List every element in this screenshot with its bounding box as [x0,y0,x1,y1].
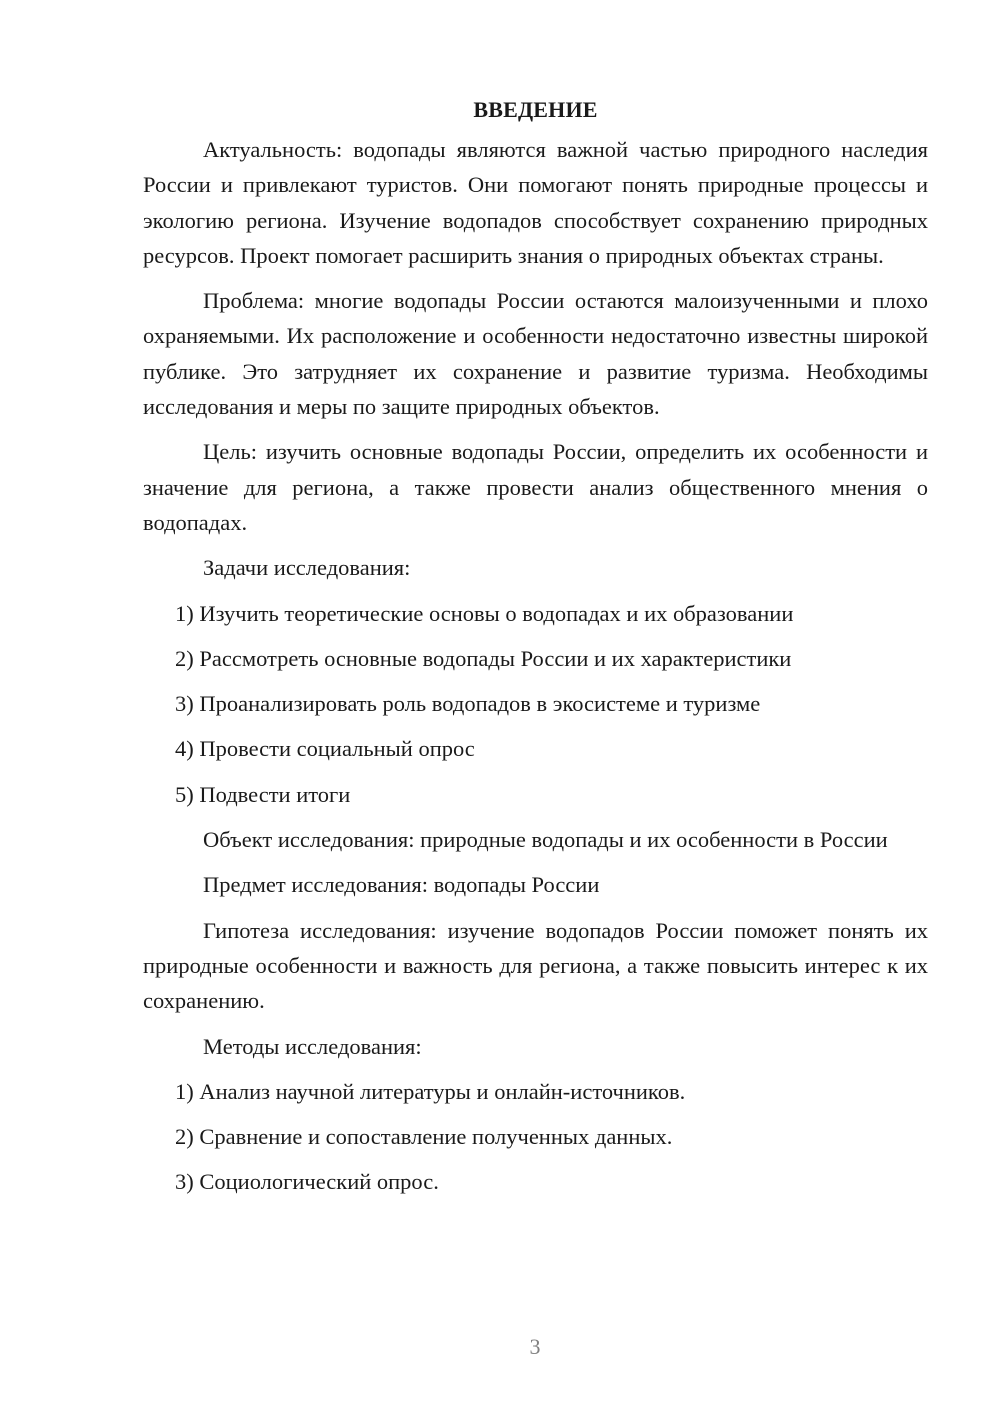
list-item: 4) Провести социальный опрос [175,736,475,762]
list-item: 5) Подвести итоги [175,781,351,807]
list-item: 3) Социологический опрос. [175,1169,439,1195]
problem-paragraph: Проблема: многие водопады России остаются малоизученными и плохо охраняемыми. Их расположение и особенности недостаточно известны широкой публике. Это затрудняет их сохранение и развитие туризма. Необходимы исследования и меры по защите природных объектов. [143,288,928,420]
list-item: 2) Рассмотреть основные водопады России и их характеристики [175,645,792,671]
object-paragraph: Объект исследования: природные водопады и их особенности в России [203,827,888,853]
list-item: 2) Сравнение и сопоставление полученных данных. [175,1124,673,1150]
document-page [143,94,928,1210]
tasks-heading: Задачи исследования: [203,555,411,581]
actuality-paragraph: Актуальность: водопады являются важной частью природного наследия России и привлекают туристов. Они помогают понять природные процессы и экологию региона. Изучение водопадов способствует сохранению природных ресурсов. Проект помогает расширить знания о природных объектах страны. [143,137,928,268]
list-item: 3) Проанализировать роль водопадов в экосистеме и туризме [175,691,761,717]
list-item: 1) Анализ научной литературы и онлайн-источников. [175,1078,686,1104]
subject-paragraph: Предмет исследования: водопады России [203,872,600,898]
methods-list [143,1074,928,1200]
goal-paragraph: Цель: изучить основные водопады России, определить их особенности и значение для региона, а также провести анализ общественного мнения о водопадах. [143,439,928,535]
tasks-list [143,596,928,812]
page-title: ВВЕДЕНИЕ [473,97,598,122]
hypothesis-paragraph: Гипотеза исследования: изучение водопадов России поможет понять их природные особенности и важность для региона, а также повысить интерес к их сохранению. [143,917,928,1014]
methods-heading: Методы исследования: [203,1033,422,1059]
page-number: 3 [529,1334,541,1359]
list-item: 1) Изучить теоретические основы о водопадах и их образовании [175,600,794,626]
